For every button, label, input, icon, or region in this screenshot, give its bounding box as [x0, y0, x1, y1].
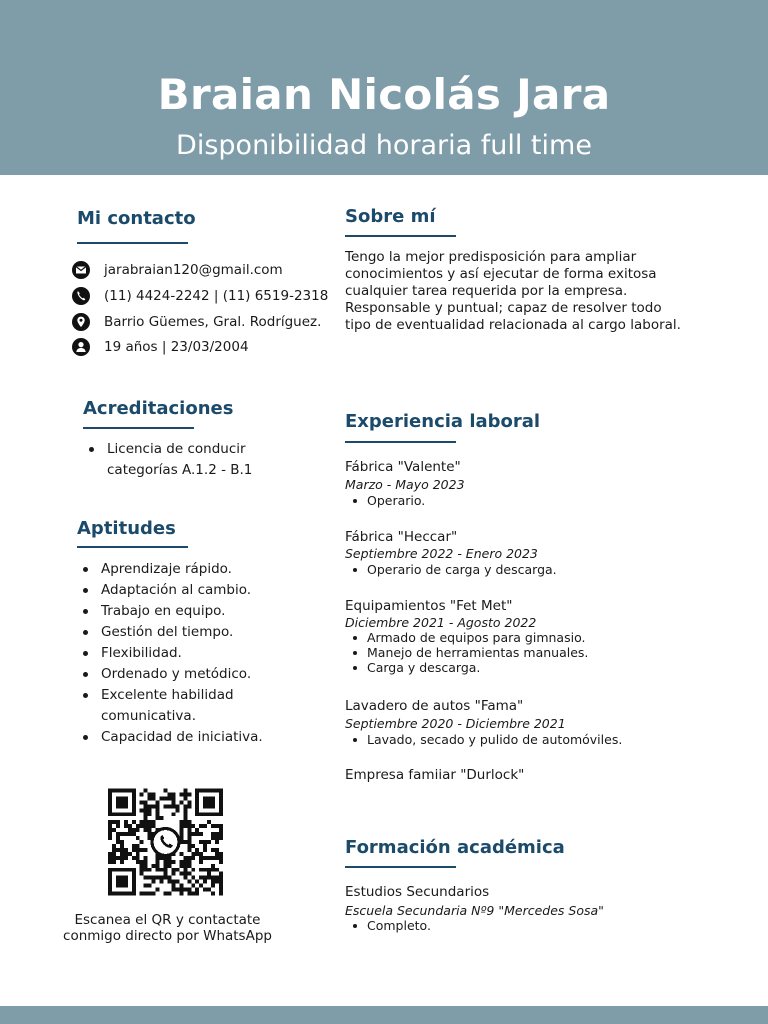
accreditations-section-title: Acreditaciones	[83, 398, 234, 419]
whatsapp-qr-code[interactable]	[108, 788, 223, 896]
education-section-title: Formación académica	[345, 837, 565, 858]
list-item: Manejo de herramientas manuales.	[345, 645, 588, 660]
contact-phone-row	[72, 286, 328, 306]
job-tasks	[345, 732, 622, 747]
contact-age-birthdate: 19 años | 23/03/2004	[104, 339, 249, 355]
list-item: Licencia de conducir categorías A.1.2 - B.1	[83, 439, 283, 481]
qr-caption-line2: conmigo directo por WhatsApp	[63, 928, 272, 944]
list-item: Flexibilidad.	[77, 643, 287, 664]
candidate-name: Braian Nicolás Jara	[157, 70, 611, 119]
job-company: Fábrica "Heccar"	[345, 529, 458, 545]
contact-section-underline	[77, 242, 188, 244]
list-item: Lavado, secado y pulido de automóviles.	[345, 732, 622, 747]
job-tasks	[345, 562, 557, 577]
list-item: Aprendizaje rápido.	[77, 559, 287, 580]
list-item: Carga y descarga.	[345, 660, 588, 675]
location-icon	[72, 313, 90, 331]
experience-section-title: Experiencia laboral	[345, 411, 541, 432]
job-company: Equipamientos "Fet Met"	[345, 598, 513, 614]
job-tasks	[345, 630, 588, 675]
list-item: Operario.	[345, 493, 425, 508]
experience-section-underline	[345, 441, 456, 443]
qr-caption	[40, 912, 295, 944]
about-line: Responsable y puntual; capaz de resolver todo	[345, 300, 662, 316]
mail-icon	[72, 261, 90, 279]
education-section-underline	[345, 866, 456, 868]
education-status	[345, 918, 431, 933]
skills-section-underline	[77, 546, 188, 548]
contact-address-row	[72, 312, 321, 332]
job-period: Marzo - Mayo 2023	[345, 477, 465, 492]
contact-address: Barrio Güemes, Gral. Rodríguez.	[104, 314, 322, 330]
job-period: Septiembre 2022 - Enero 2023	[345, 546, 538, 561]
contact-section-title: Mi contacto	[77, 208, 196, 229]
list-item: Gestión del tiempo.	[77, 622, 287, 643]
list-item: Excelente habilidad comunicativa.	[77, 685, 287, 727]
about-paragraph	[345, 249, 725, 334]
accreditations-list	[83, 439, 283, 481]
accreditations-section-underline	[83, 427, 194, 429]
about-line: Tengo la mejor predisposición para ampliar	[345, 249, 637, 265]
about-line: cualquier tarea requerida por la empresa.	[345, 283, 628, 299]
list-item: Trabajo en equipo.	[77, 601, 287, 622]
list-item: Adaptación al cambio.	[77, 580, 287, 601]
whatsapp-qr-icon	[108, 788, 223, 896]
phone-icon	[72, 287, 90, 305]
about-section-title: Sobre mí	[345, 206, 436, 227]
about-section-underline	[345, 235, 456, 237]
skills-list	[77, 559, 287, 748]
about-line: conocimientos y así ejecutar de forma exitosa	[345, 266, 657, 282]
education-school: Escuela Secundaria Nº9 "Mercedes Sosa"	[345, 903, 604, 918]
job-company: Empresa famiiar "Durlock"	[345, 767, 525, 783]
job-tasks	[345, 493, 425, 508]
job-period: Septiembre 2020 - Diciembre 2021	[345, 716, 566, 731]
contact-email-row	[72, 260, 283, 280]
list-item: Operario de carga y descarga.	[345, 562, 557, 577]
skills-section-title: Aptitudes	[77, 518, 176, 539]
job-company: Lavadero de autos "Fama"	[345, 698, 524, 714]
job-company: Fábrica "Valente"	[345, 459, 461, 475]
about-line: tipo de eventualidad relacionada al cargo laboral.	[345, 317, 681, 333]
contact-email: jarabraian120@gmail.com	[104, 262, 283, 278]
education-degree: Estudios Secundarios	[345, 884, 490, 900]
qr-caption-line1: Escanea el QR y contactate	[74, 912, 261, 928]
list-item: Armado de equipos para gimnasio.	[345, 630, 588, 645]
job-period: Diciembre 2021 - Agosto 2022	[345, 615, 537, 630]
list-item: Capacidad de iniciativa.	[77, 727, 287, 748]
availability-subtitle: Disponibilidad horaria full time	[176, 130, 592, 161]
contact-phone: (11) 4424-2242 | (11) 6519-2318	[104, 288, 329, 304]
list-item: Ordenado y metódico.	[77, 664, 287, 685]
footer-bar	[0, 1006, 768, 1024]
list-item: Completo.	[345, 918, 431, 933]
person-icon	[72, 338, 90, 356]
contact-age-row	[72, 337, 249, 357]
header-banner	[0, 0, 768, 175]
